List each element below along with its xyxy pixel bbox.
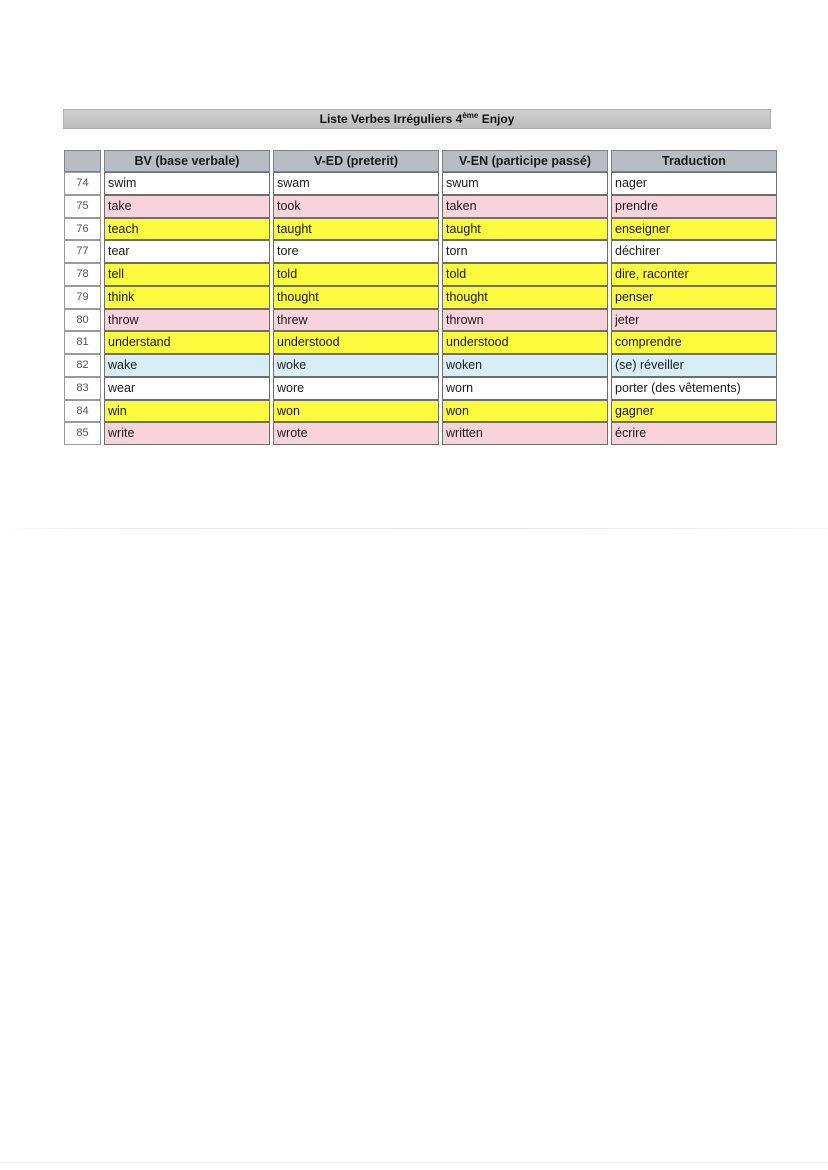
cell-translation: (se) réveiller <box>611 354 777 377</box>
page-bottom-edge <box>0 1162 828 1163</box>
row-number: 83 <box>64 377 101 400</box>
cell-preterit: told <box>273 263 439 286</box>
cell-base-verb: understand <box>104 331 270 354</box>
row-number: 85 <box>64 422 101 445</box>
title-prefix: Liste Verbes Irréguliers 4 <box>319 112 463 126</box>
cell-preterit: swam <box>273 172 439 195</box>
row-number: 82 <box>64 354 101 377</box>
cell-base-verb: wake <box>104 354 270 377</box>
cell-base-verb: wear <box>104 377 270 400</box>
header-traduction: Traduction <box>611 150 777 172</box>
header-base-verbale: BV (base verbale) <box>104 150 270 172</box>
row-number: 78 <box>64 263 101 286</box>
header-preterit: V-ED (preterit) <box>273 150 439 172</box>
cell-base-verb: teach <box>104 218 270 241</box>
cell-past-participle: understood <box>442 331 608 354</box>
row-number: 84 <box>64 400 101 423</box>
cell-translation: nager <box>611 172 777 195</box>
cell-translation: prendre <box>611 195 777 218</box>
cell-past-participle: taught <box>442 218 608 241</box>
cell-past-participle: woken <box>442 354 608 377</box>
row-number: 81 <box>64 331 101 354</box>
cell-past-participle: torn <box>442 240 608 263</box>
row-number: 79 <box>64 286 101 309</box>
row-number: 74 <box>64 172 101 195</box>
cell-preterit: thought <box>273 286 439 309</box>
cell-translation: penser <box>611 286 777 309</box>
cell-preterit: took <box>273 195 439 218</box>
cell-past-participle: thought <box>442 286 608 309</box>
cell-translation: enseigner <box>611 218 777 241</box>
cell-preterit: tore <box>273 240 439 263</box>
row-number: 75 <box>64 195 101 218</box>
paper-fold-line <box>0 528 828 529</box>
title-superscript: ème <box>462 111 479 120</box>
row-number: 77 <box>64 240 101 263</box>
verbs-table <box>64 150 777 445</box>
cell-translation: dire, raconter <box>611 263 777 286</box>
cell-translation: écrire <box>611 422 777 445</box>
cell-preterit: woke <box>273 354 439 377</box>
cell-past-participle: won <box>442 400 608 423</box>
cell-preterit: wrote <box>273 422 439 445</box>
cell-preterit: wore <box>273 377 439 400</box>
cell-past-participle: written <box>442 422 608 445</box>
cell-past-participle: worn <box>442 377 608 400</box>
cell-past-participle: taken <box>442 195 608 218</box>
cell-past-participle: told <box>442 263 608 286</box>
cell-preterit: taught <box>273 218 439 241</box>
cell-preterit: threw <box>273 309 439 332</box>
title-suffix: Enjoy <box>478 112 515 126</box>
row-number: 76 <box>64 218 101 241</box>
header-participe-passe: V-EN (participe passé) <box>442 150 608 172</box>
cell-base-verb: tell <box>104 263 270 286</box>
cell-past-participle: thrown <box>442 309 608 332</box>
cell-past-participle: swum <box>442 172 608 195</box>
cell-base-verb: take <box>104 195 270 218</box>
cell-translation: jeter <box>611 309 777 332</box>
cell-base-verb: write <box>104 422 270 445</box>
row-number: 80 <box>64 309 101 332</box>
cell-base-verb: win <box>104 400 270 423</box>
cell-base-verb: throw <box>104 309 270 332</box>
cell-preterit: understood <box>273 331 439 354</box>
cell-translation: porter (des vêtements) <box>611 377 777 400</box>
document-title <box>63 109 771 129</box>
cell-translation: gagner <box>611 400 777 423</box>
cell-base-verb: swim <box>104 172 270 195</box>
cell-base-verb: tear <box>104 240 270 263</box>
cell-base-verb: think <box>104 286 270 309</box>
cell-translation: déchirer <box>611 240 777 263</box>
header-number <box>64 150 101 172</box>
cell-preterit: won <box>273 400 439 423</box>
cell-translation: comprendre <box>611 331 777 354</box>
